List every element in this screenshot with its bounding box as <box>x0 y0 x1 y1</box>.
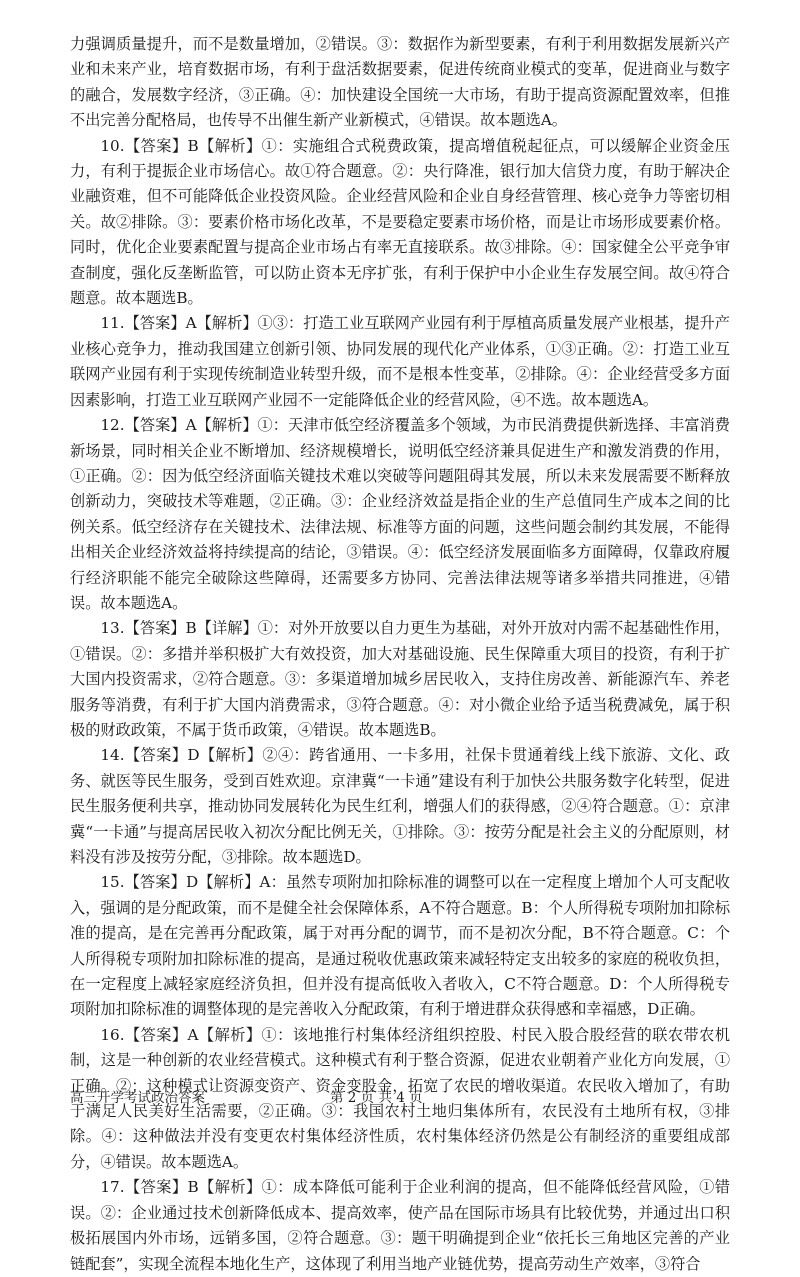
footer-page-number: 第 2 页 共 4 页 <box>330 1090 423 1106</box>
paragraph-q12: 12.【答案】A【解析】①：天津市低空经济覆盖多个领域，为市民消费提供新选择、丰富消费新场景，同时相关企业不断增加、经济规模增长，说明低空经济兼具促进生产和激发消费的作用，①正确。②：因为低空经济面临关键技术难以突破等问题阻碍其发展，所以未来发展需要不断释放创新动力，突破技术等难题，②正确。③：企业经济效益是指企业的生产总值同生产成本之间的比例关系。低空经济存在关键技术、法律法规、标准等方面的问题，这些问题会制约其发展，不能得出相关企业经济效益将持续提高的结论，③错误。④：低空经济发展面临多方面障碍，仅靠政府履行经济职能不能完全破除这些障碍，还需要多方协同、完善法律法规等诸多举措共同推进，④错误。故本题选A。 <box>70 416 730 612</box>
paragraph-q10: 10.【答案】B【解析】①：实施组合式税费政策，提高增值税起征点，可以缓解企业资金压力，有利于提振企业市场信心。故①符合题意。②：央行降准，银行加大信贷力度，有助于解决企业融资难，但不可能降低企业投资风险。企业经营风险和企业自身经营管理、核心竞争力等密切相关。故②排除。③：要素价格市场化改革，不是要稳定要素市场价格，而是让市场形成要素价格。同时，优化企业要素配置与提高企业市场占有率无直接联系。故③排除。④：国家健全公平竞争审查制度，强化反垄断监管，可以防止资本无序扩张，有利于保护中小企业生存发展空间。故④符合题意。故本题选B。 <box>70 136 730 308</box>
page-footer <box>70 1086 730 1108</box>
paragraph-q13: 13.【答案】B【详解】①：对外开放要以自力更生为基础，对外开放对内需不起基础性作用，①错误。②：多措并举积极扩大有效投资，加大对基础设施、民生保障重大项目的投资，有利于扩大国内投资需求，②符合题意。③：多渠道增加城乡居民收入，支持住房改善、新能源汽车、养老服务等消费，有利于扩大国内消费需求，③符合题意。④：对小微企业给予适当税费减免，属于积极的财政政策，不属于货币政策，④错误。故本题选B。 <box>70 619 730 739</box>
paragraph-q16: 16.【答案】A【解析】①：该地推行村集体经济组织控股、村民入股合股经营的联农带农机制，这是一种创新的农业经营模式。这种模式有利于整合资源，促进农业朝着产业化方向发展，①正确。②：这种模式让资源变资产、资金变股金，拓宽了农民的增收渠道。农民收入增加了，有助于满足人民美好生活需要，②正确。③：我国农村土地归集体所有，农民没有土地所有权，③排除。④：这种做法并没有变更农村集体经济性质，农村集体经济仍然是公有制经济的重要组成部分，④错误。故本题选A。 <box>70 1025 730 1171</box>
paragraph-q17: 17.【答案】B【解析】①：成本降低可能利于企业利润的提高，但不能降低经营风险，①错误。②：企业通过技术创新降低成本、提高效率，使产品在国际市场具有比较优势，并通过出口积极拓展国内外市场，远销多国，②符合题意。③：题干明确提到企业“依托长三角地区完善的产业链配套”，实现全流程本地化生产，这体现了利用当地产业链优势，提高劳动生产效率，③符合 <box>70 1178 730 1273</box>
paragraph-q9-continued: 力强调质量提升，而不是数量增加，②错误。③：数据作为新型要素，有利于利用数据发展新兴产业和未来产业，培育数据市场，有利于盘活数据要素，促进传统商业模式的变革，促进商业与数字的融合，发展数字经济，③正确。④：加快建设全国统一大市场，有助于提高资源配置效率，但推不出完善分配格局，也传导不出催生新产业新模式，④错误。故本题选A。 <box>70 35 730 130</box>
paragraph-q11: 11.【答案】A【解析】①③：打造工业互联网产业园有利于厚植高质量发展产业根基，提升产业核心竞争力，推动我国建立创新引领、协同发展的现代化产业体系，①③正确。②：打造工业互联网产业园有利于实现传统制造业转型升级，而不是根本性变革，②排除。④：企业经营受多方面因素影响，打造工业互联网产业园不一定能降低企业的经营风险，④不选。故本题选A。 <box>70 314 730 409</box>
paragraph-q14: 14.【答案】D【解析】②④：跨省通用、一卡多用，社保卡贯通着线上线下旅游、文化、政务、就医等民生服务，受到百姓欢迎。京津冀“一卡通”建设有利于加快公共服务数字化转型，促进民生服务便利共享，推动协同发展转化为民生红利，增强人们的获得感，②④符合题意。①：京津冀“一卡通”与提高居民收入初次分配比例无关，①排除。③：按劳分配是社会主义的分配原则，材料没有涉及按劳分配，③排除。故本题选D。 <box>70 746 730 866</box>
paragraph-q15: 15.【答案】D【解析】A：虽然专项附加扣除标准的调整可以在一定程度上增加个人可支配收入，强调的是分配政策，而不是健全社会保障体系，A不符合题意。B：个人所得税专项附加扣除标准的提高，是在完善再分配政策，属于对再分配的调节，而不是初次分配，B不符合题意。C：个人所得税专项附加扣除标准的提高，是通过税收优惠政策来减轻特定支出较多的家庭的税收负担，在一定程度上减轻家庭经济负担，但并没有提高低收入者收入，C不符合题意。D：个人所得税专项附加扣除标准的调整体现的是完善收入分配政策，有利于增进群众获得感和幸福感，D正确。 <box>70 873 731 1019</box>
footer-document-title: 高三开学考试政治答案 <box>70 1090 205 1106</box>
